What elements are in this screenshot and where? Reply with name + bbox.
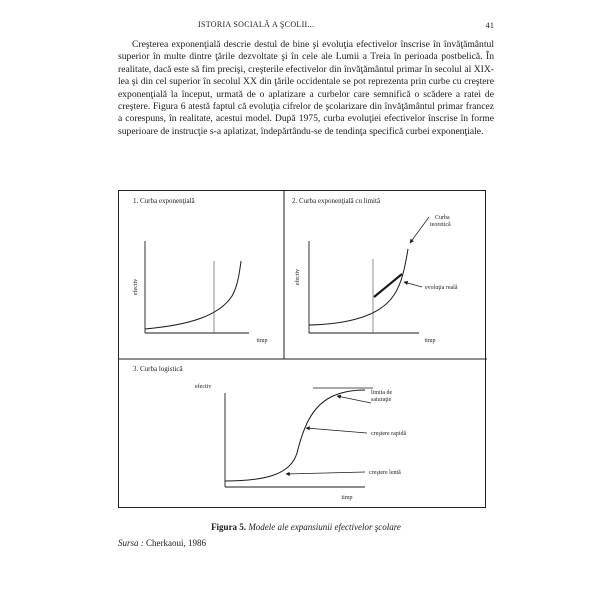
panel2-theoretical-curve [309,249,408,325]
source-line [118,538,206,548]
panel-exponential-limit [292,197,458,344]
panel3-slow-arrow [286,472,365,474]
panel2-theoretical-label-1: Curba [435,215,450,221]
body-paragraph: Creşterea exponenţială descrie destul de bine şi evoluţia efectivelor înscrise în învăţământul superior în multe dintre ţările dezvoltate şi în cele ale Lumii a Treia în perioada postbelică. În realitate, dacă este să fim precişi, creşterile efectivelor din învăţământul primar în secolul al XIX-lea şi din cel superior în secolul XX din ţările occidentale se pot reprezenta prin curbe cu creştere exponenţială la început, urmată de o aplatizare a curbelor care semnifică o scădere a ratei de creştere. Figura 6 atestă faptul că evoluţia cifrelor de şcolarizare din învăţământul primar francez a corespuns, în realitate, acestui model. După 1975, curba evoluţiei efectivelor înscrise în forme superioare de instrucţie s-a aplatizat, îndepărtându-se de tendinţa specifică curbei exponenţiale. [118,39,494,137]
panel-exponential [132,197,268,344]
panel3-x-label: timp [341,495,353,501]
panel2-theoretical-arrow [410,217,429,243]
panel3-limit-arrow [337,396,371,403]
figure-diagram [119,191,487,509]
caption-text: Modele ale expansiunii efectivelor şcolare [248,522,401,532]
panel1-y-label: efectiv [133,278,139,296]
source-label: Sursa : [118,538,144,548]
panel3-slow-label: creştere lentă [369,470,401,476]
page-number: 41 [485,20,494,30]
panel2-x-label: timp [424,338,436,344]
figure-5 [118,190,486,508]
panel1-x-label: timp [256,338,268,344]
running-title: ISTORIA SOCIALĂ A ŞCOLII... [198,20,315,29]
panel3-title: 3. Curba logistică [133,365,183,373]
panel2-real-label: evoluţia reală [425,285,458,291]
panel1-exponential-curve [145,261,241,329]
panel3-y-label: efectiv [195,384,212,390]
panel3-fast-label: creştere rapidă [371,431,407,437]
panel2-theoretical-label-2: teoretică [430,222,451,228]
panel2-title: 2. Curba exponenţială cu limită [292,197,381,205]
panel1-title: 1. Curba exponenţială [133,197,195,205]
panel-logistic [133,365,406,501]
figure-caption [118,522,494,532]
panel3-fast-arrow [306,428,367,433]
panel3-logistic-curve [225,390,365,481]
running-header [118,20,494,32]
panel2-y-label: efectiv [295,268,301,286]
panel3-limit-label-2: saturaţie [371,397,392,403]
panel3-limit-label-1: limita de [371,390,393,396]
panel2-real-evolution-line [374,274,402,297]
panel2-real-arrow [404,282,422,287]
caption-label: Figura 5. [211,522,247,532]
source-text: Cherkaoui, 1986 [146,538,207,548]
